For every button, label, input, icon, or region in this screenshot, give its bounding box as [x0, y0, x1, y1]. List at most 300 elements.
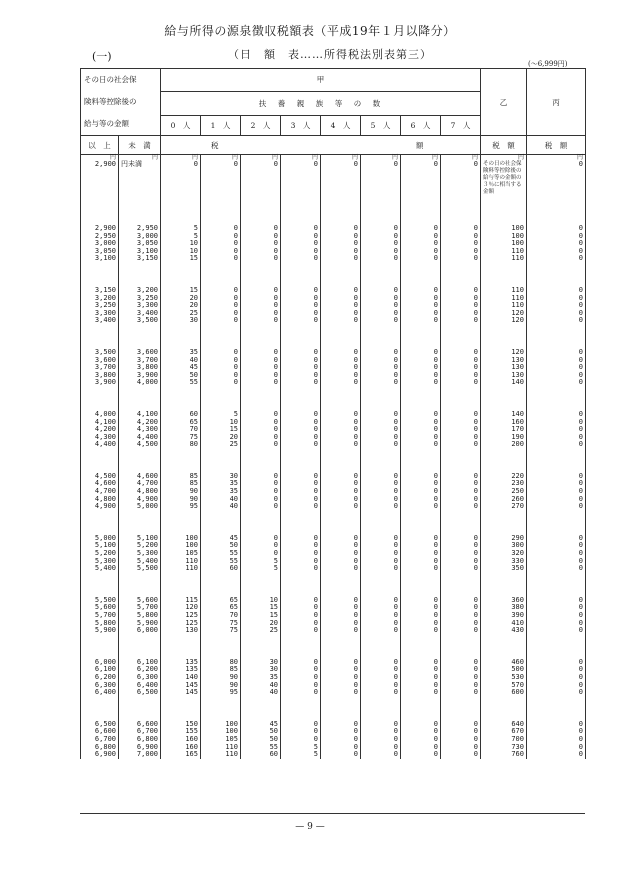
row-kou-6: 0 [401, 542, 441, 550]
row-from: 4,300 [81, 434, 119, 442]
row-from: 5,900 [81, 627, 119, 635]
row-from: 3,900 [81, 379, 119, 387]
row-kou-0: 15 [161, 255, 201, 263]
row-kou-4: 0 [321, 302, 361, 310]
row-kou-7: 0 [441, 379, 481, 387]
group-gap [81, 263, 586, 287]
row-from: 6,700 [81, 736, 119, 744]
row-kou-2: 0 [241, 473, 281, 481]
row-kou-4: 0 [321, 379, 361, 387]
row-kou-2: 0 [241, 295, 281, 303]
row-kou-5: 0 [361, 419, 401, 427]
row-kou-3: 0 [281, 666, 321, 674]
row-otsu: 390 [481, 612, 527, 620]
row-hei: 0 [527, 441, 586, 449]
gap-cell [321, 325, 361, 349]
ijo-header: 以 上 [81, 136, 119, 155]
table-bottom-border [80, 813, 585, 814]
gap-cell [361, 511, 401, 535]
row-to: 2,950 [119, 225, 161, 233]
row-kou-5: 0 [361, 302, 401, 310]
row-kou-3: 0 [281, 558, 321, 566]
gap-cell [81, 387, 119, 411]
row-kou-2: 0 [241, 488, 281, 496]
row-from: 5,800 [81, 620, 119, 628]
row-kou-2: 55 [241, 744, 281, 752]
row-kou-2: 0 [241, 255, 281, 263]
gap-cell [119, 573, 161, 597]
row-from: 6,900 [81, 751, 119, 759]
table-row-first [81, 161, 586, 225]
row-to: 5,800 [119, 612, 161, 620]
row-otsu: 140 [481, 379, 527, 387]
gap-cell [81, 697, 119, 721]
row-kou-2: 0 [241, 310, 281, 318]
row-kou-5: 0 [361, 597, 401, 605]
first-kou-1: 0 [201, 161, 241, 225]
row-kou-0: 50 [161, 372, 201, 380]
row-kou-5: 0 [361, 542, 401, 550]
row-kou-7: 0 [441, 728, 481, 736]
row-kou-1: 105 [201, 736, 241, 744]
gap-cell [119, 635, 161, 659]
row-kou-7: 0 [441, 682, 481, 690]
row-kou-2: 0 [241, 248, 281, 256]
gap-cell [441, 697, 481, 721]
row-kou-0: 145 [161, 682, 201, 690]
gap-cell [281, 573, 321, 597]
row-kou-5: 0 [361, 248, 401, 256]
row-from: 4,100 [81, 419, 119, 427]
row-kou-0: 40 [161, 357, 201, 365]
row-kou-3: 0 [281, 426, 321, 434]
row-kou-5: 0 [361, 426, 401, 434]
gap-cell [161, 263, 201, 287]
row-kou-0: 95 [161, 503, 201, 511]
row-kou-2: 30 [241, 659, 281, 667]
row-otsu: 100 [481, 225, 527, 233]
row-to: 3,050 [119, 240, 161, 248]
row-kou-1: 0 [201, 287, 241, 295]
row-otsu: 290 [481, 535, 527, 543]
row-kou-2: 0 [241, 302, 281, 310]
unit-otsu: 円 [481, 155, 527, 162]
row-kou-7: 0 [441, 627, 481, 635]
row-kou-2: 0 [241, 535, 281, 543]
otsu-header: 乙 [481, 69, 527, 136]
row-kou-4: 0 [321, 310, 361, 318]
row-from: 3,000 [81, 240, 119, 248]
row-to: 3,000 [119, 233, 161, 241]
unit-from: 円 [81, 155, 119, 162]
gap-cell [161, 635, 201, 659]
gap-cell [401, 511, 441, 535]
row-from: 4,900 [81, 503, 119, 511]
range-note: (～6,999円) [528, 60, 568, 68]
row-otsu: 410 [481, 620, 527, 628]
row-kou-3: 0 [281, 682, 321, 690]
row-kou-5: 0 [361, 434, 401, 442]
row-to: 4,300 [119, 426, 161, 434]
row-to: 5,500 [119, 565, 161, 573]
gap-cell [481, 573, 527, 597]
row-kou-6: 0 [401, 689, 441, 697]
row-kou-5: 0 [361, 558, 401, 566]
row-kou-6: 0 [401, 604, 441, 612]
row-to: 6,300 [119, 674, 161, 682]
row-kou-6: 0 [401, 620, 441, 628]
row-hei: 0 [527, 248, 586, 256]
gap-cell [119, 263, 161, 287]
row-kou-2: 0 [241, 550, 281, 558]
row-kou-5: 0 [361, 627, 401, 635]
row-kou-6: 0 [401, 379, 441, 387]
row-kou-0: 85 [161, 473, 201, 481]
row-kou-3: 0 [281, 434, 321, 442]
row-kou-7: 0 [441, 689, 481, 697]
row-kou-5: 0 [361, 287, 401, 295]
row-kou-4: 0 [321, 434, 361, 442]
unit-hei: 円 [527, 155, 586, 162]
row-kou-1: 90 [201, 682, 241, 690]
row-kou-0: 100 [161, 535, 201, 543]
row-kou-3: 0 [281, 689, 321, 697]
row-kou-6: 0 [401, 225, 441, 233]
row-hei: 0 [527, 379, 586, 387]
gap-cell [81, 449, 119, 473]
row-to: 7,000 [119, 751, 161, 759]
row-kou-4: 0 [321, 426, 361, 434]
row-kou-1: 0 [201, 310, 241, 318]
group-gap [81, 697, 586, 721]
row-kou-0: 15 [161, 287, 201, 295]
gap-cell [241, 635, 281, 659]
row-kou-4: 0 [321, 473, 361, 481]
row-otsu: 130 [481, 372, 527, 380]
row-kou-2: 0 [241, 349, 281, 357]
gap-cell [441, 387, 481, 411]
row-kou-2: 25 [241, 627, 281, 635]
row-from: 4,500 [81, 473, 119, 481]
row-kou-4: 0 [321, 248, 361, 256]
row-kou-4: 0 [321, 689, 361, 697]
row-hei: 0 [527, 503, 586, 511]
gap-cell [481, 511, 527, 535]
row-kou-1: 55 [201, 550, 241, 558]
row-to: 4,900 [119, 496, 161, 504]
row-kou-2: 0 [241, 317, 281, 325]
row-kou-0: 140 [161, 674, 201, 682]
row-kou-1: 100 [201, 721, 241, 729]
row-kou-1: 45 [201, 535, 241, 543]
row-kou-3: 0 [281, 349, 321, 357]
row-to: 4,500 [119, 441, 161, 449]
gap-cell [401, 387, 441, 411]
row-hei: 0 [527, 225, 586, 233]
row-kou-2: 0 [241, 441, 281, 449]
row-kou-4: 0 [321, 604, 361, 612]
row-kou-6: 0 [401, 357, 441, 365]
row-kou-5: 0 [361, 604, 401, 612]
row-kou-6: 0 [401, 411, 441, 419]
gap-cell [241, 511, 281, 535]
group-gap [81, 573, 586, 597]
gap-cell [241, 387, 281, 411]
row-kou-1: 100 [201, 728, 241, 736]
row-otsu: 380 [481, 604, 527, 612]
row-to: 4,800 [119, 488, 161, 496]
row-kou-3: 0 [281, 248, 321, 256]
row-kou-3: 0 [281, 565, 321, 573]
amount-header-line-1: その日の社会保 [84, 75, 137, 84]
row-otsu: 260 [481, 496, 527, 504]
row-kou-7: 0 [441, 302, 481, 310]
row-otsu: 270 [481, 503, 527, 511]
row-hei: 0 [527, 751, 586, 759]
gap-cell [441, 325, 481, 349]
gap-cell [527, 697, 586, 721]
gap-cell [81, 511, 119, 535]
row-kou-4: 0 [321, 744, 361, 752]
row-kou-4: 0 [321, 488, 361, 496]
row-kou-6: 0 [401, 302, 441, 310]
row-kou-1: 65 [201, 597, 241, 605]
page-title: 給与所得の源泉徴収税額表（平成19年１月以降分） [164, 24, 456, 38]
row-kou-5: 0 [361, 728, 401, 736]
row-to: 6,700 [119, 728, 161, 736]
gap-cell [321, 635, 361, 659]
unit-kou-0: 円 [161, 155, 201, 162]
row-kou-3: 0 [281, 310, 321, 318]
gaku-label: 額 [415, 140, 424, 150]
row-kou-4: 0 [321, 240, 361, 248]
row-kou-0: 30 [161, 317, 201, 325]
row-kou-6: 0 [401, 728, 441, 736]
row-kou-3: 0 [281, 604, 321, 612]
row-kou-1: 110 [201, 751, 241, 759]
row-kou-1: 80 [201, 659, 241, 667]
row-to: 6,100 [119, 659, 161, 667]
row-otsu: 250 [481, 488, 527, 496]
row-kou-1: 95 [201, 689, 241, 697]
row-kou-1: 0 [201, 364, 241, 372]
gap-cell [401, 635, 441, 659]
row-hei: 0 [527, 317, 586, 325]
row-from: 5,700 [81, 612, 119, 620]
row-kou-6: 0 [401, 612, 441, 620]
row-kou-7: 0 [441, 441, 481, 449]
row-kou-1: 70 [201, 612, 241, 620]
row-kou-1: 0 [201, 349, 241, 357]
unit-kou-2: 円 [241, 155, 281, 162]
row-to: 3,700 [119, 357, 161, 365]
row-kou-2: 10 [241, 597, 281, 605]
row-kou-5: 0 [361, 565, 401, 573]
row-kou-4: 0 [321, 597, 361, 605]
first-kou-4: 0 [321, 161, 361, 225]
row-kou-3: 0 [281, 620, 321, 628]
row-kou-0: 165 [161, 751, 201, 759]
row-kou-0: 115 [161, 597, 201, 605]
row-kou-7: 0 [441, 744, 481, 752]
gap-cell [161, 449, 201, 473]
row-hei: 0 [527, 364, 586, 372]
gap-cell [161, 511, 201, 535]
gap-cell [241, 325, 281, 349]
row-kou-6: 0 [401, 627, 441, 635]
row-otsu: 360 [481, 597, 527, 605]
row-hei: 0 [527, 295, 586, 303]
row-kou-4: 0 [321, 666, 361, 674]
row-otsu: 730 [481, 744, 527, 752]
row-kou-7: 0 [441, 233, 481, 241]
row-kou-4: 0 [321, 411, 361, 419]
row-kou-4: 0 [321, 659, 361, 667]
row-kou-2: 5 [241, 565, 281, 573]
row-to: 3,200 [119, 287, 161, 295]
header-row-1 [81, 69, 586, 92]
row-kou-7: 0 [441, 426, 481, 434]
amount-header-line-3: 給与等の金額 [84, 119, 129, 128]
row-hei: 0 [527, 310, 586, 318]
row-kou-1: 0 [201, 295, 241, 303]
gap-cell [321, 573, 361, 597]
row-kou-7: 0 [441, 674, 481, 682]
otsu-zeigaku-header: 税 額 [481, 136, 527, 155]
row-to: 4,400 [119, 434, 161, 442]
row-kou-5: 0 [361, 550, 401, 558]
row-from: 4,600 [81, 480, 119, 488]
row-kou-7: 0 [441, 558, 481, 566]
row-hei: 0 [527, 612, 586, 620]
row-kou-0: 5 [161, 225, 201, 233]
row-from: 5,500 [81, 597, 119, 605]
row-kou-7: 0 [441, 310, 481, 318]
row-kou-1: 90 [201, 674, 241, 682]
row-from: 3,150 [81, 287, 119, 295]
row-kou-1: 0 [201, 233, 241, 241]
row-kou-4: 0 [321, 550, 361, 558]
row-kou-0: 20 [161, 302, 201, 310]
row-kou-2: 40 [241, 682, 281, 690]
row-kou-7: 0 [441, 503, 481, 511]
row-kou-1: 15 [201, 426, 241, 434]
amount-header-line-2: 険料等控除後の [84, 97, 137, 106]
row-kou-3: 0 [281, 550, 321, 558]
row-kou-7: 0 [441, 248, 481, 256]
row-from: 5,300 [81, 558, 119, 566]
row-kou-5: 0 [361, 496, 401, 504]
row-to: 6,000 [119, 627, 161, 635]
row-kou-0: 25 [161, 310, 201, 318]
row-kou-7: 0 [441, 542, 481, 550]
gap-cell [241, 573, 281, 597]
row-kou-6: 0 [401, 488, 441, 496]
row-kou-0: 5 [161, 233, 201, 241]
row-kou-7: 0 [441, 364, 481, 372]
row-kou-7: 0 [441, 565, 481, 573]
row-kou-7: 0 [441, 496, 481, 504]
row-kou-1: 40 [201, 503, 241, 511]
row-kou-3: 0 [281, 721, 321, 729]
row-kou-5: 0 [361, 349, 401, 357]
gap-cell [361, 325, 401, 349]
group-gap [81, 449, 586, 473]
hei-header: 丙 [527, 69, 586, 136]
row-otsu: 110 [481, 295, 527, 303]
row-otsu: 190 [481, 434, 527, 442]
row-kou-4: 0 [321, 535, 361, 543]
row-to: 4,200 [119, 419, 161, 427]
row-kou-0: 85 [161, 480, 201, 488]
row-otsu: 110 [481, 248, 527, 256]
section-number: (一) [92, 50, 112, 63]
row-from: 5,100 [81, 542, 119, 550]
row-kou-6: 0 [401, 255, 441, 263]
row-kou-0: 150 [161, 721, 201, 729]
row-from: 3,500 [81, 349, 119, 357]
gap-cell [361, 573, 401, 597]
row-kou-1: 0 [201, 379, 241, 387]
row-hei: 0 [527, 666, 586, 674]
row-kou-1: 0 [201, 372, 241, 380]
row-hei: 0 [527, 426, 586, 434]
row-kou-5: 0 [361, 233, 401, 241]
gap-cell [401, 573, 441, 597]
row-kou-4: 0 [321, 225, 361, 233]
row-kou-3: 0 [281, 535, 321, 543]
unit-kou-3: 円 [281, 155, 321, 162]
row-otsu: 100 [481, 240, 527, 248]
row-kou-6: 0 [401, 659, 441, 667]
gap-cell [81, 325, 119, 349]
miman-header: 未 満 [119, 136, 161, 155]
row-kou-6: 0 [401, 565, 441, 573]
row-kou-1: 75 [201, 620, 241, 628]
row-kou-0: 10 [161, 240, 201, 248]
row-otsu: 350 [481, 565, 527, 573]
row-kou-0: 155 [161, 728, 201, 736]
unit-to: 円 [119, 155, 161, 162]
gap-cell [441, 573, 481, 597]
row-kou-0: 135 [161, 659, 201, 667]
row-kou-5: 0 [361, 379, 401, 387]
row-hei: 0 [527, 535, 586, 543]
row-to: 5,400 [119, 558, 161, 566]
row-kou-5: 0 [361, 473, 401, 481]
row-kou-3: 0 [281, 357, 321, 365]
row-from: 6,500 [81, 721, 119, 729]
row-kou-1: 30 [201, 473, 241, 481]
row-kou-4: 0 [321, 503, 361, 511]
gap-cell [81, 263, 119, 287]
row-otsu: 460 [481, 659, 527, 667]
row-kou-7: 0 [441, 612, 481, 620]
row-kou-6: 0 [401, 364, 441, 372]
row-kou-1: 5 [201, 411, 241, 419]
row-to: 4,700 [119, 480, 161, 488]
row-kou-5: 0 [361, 682, 401, 690]
row-hei: 0 [527, 473, 586, 481]
row-to: 4,600 [119, 473, 161, 481]
row-kou-7: 0 [441, 349, 481, 357]
gap-cell [201, 325, 241, 349]
row-kou-4: 0 [321, 287, 361, 295]
row-kou-2: 0 [241, 411, 281, 419]
row-hei: 0 [527, 542, 586, 550]
row-kou-3: 0 [281, 372, 321, 380]
row-kou-6: 0 [401, 426, 441, 434]
